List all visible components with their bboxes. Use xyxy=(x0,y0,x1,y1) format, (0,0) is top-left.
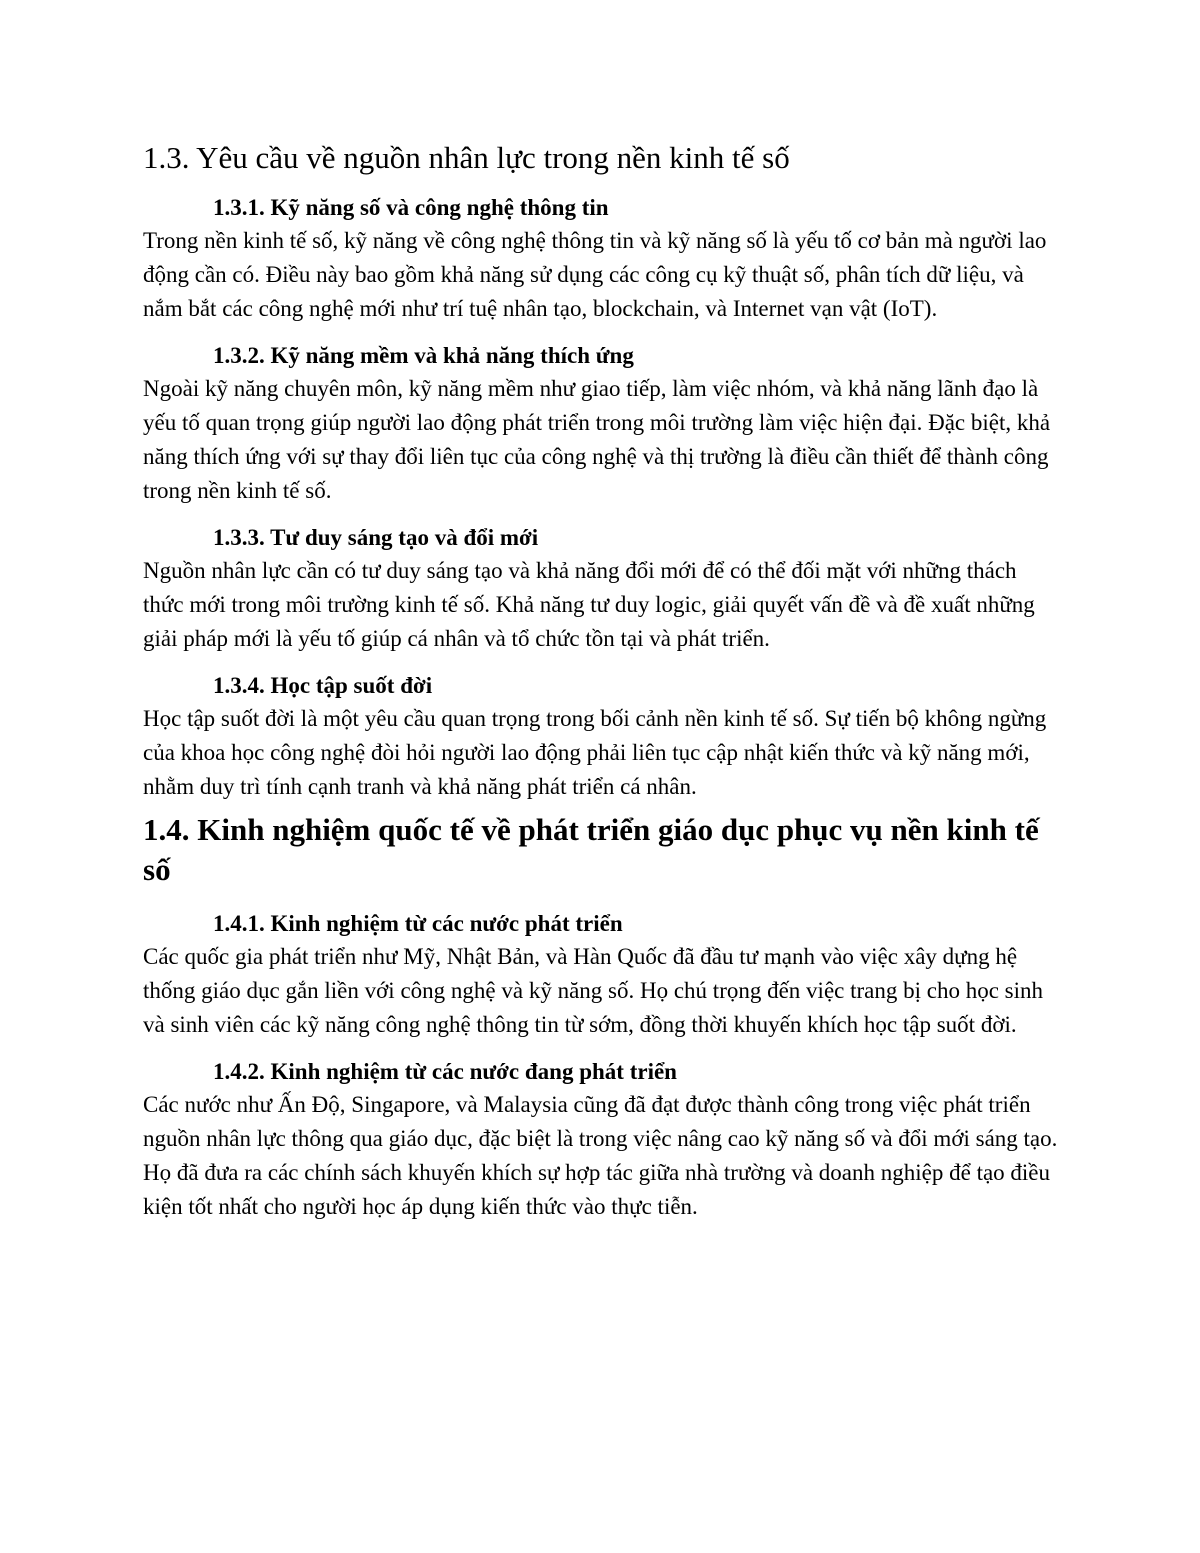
subsection-heading: 1.3.1. Kỹ năng số và công nghệ thông tin xyxy=(213,195,609,220)
paragraph: Trong nền kinh tế số, kỹ năng về công nghệ thông tin và kỹ năng số là yếu tố cơ bản mà người lao động cần có. Điều này bao gồm khả năng sử dụng các công cụ kỹ thuật số, phân tích dữ liệu, và nắm bắt các công nghệ mới như trí tuệ nhân tạo, blockchain, và Internet vạn vật (IoT). xyxy=(143,228,1047,321)
section-heading: 1.4. Kinh nghiệm quốc tế về phát triển giáo dục phục vụ nền kinh tế số xyxy=(143,812,1039,887)
subsection-heading: 1.4.2. Kinh nghiệm từ các nước đang phát triển xyxy=(213,1059,677,1084)
paragraph: Nguồn nhân lực cần có tư duy sáng tạo và khả năng đổi mới để có thể đối mặt với những thách thức mới trong môi trường kinh tế số. Khả năng tư duy logic, giải quyết vấn đề và đề xuất những giải pháp mới là yếu tố giúp cá nhân và tổ chức tồn tại và phát triển. xyxy=(143,558,1035,651)
paragraph: Học tập suốt đời là một yêu cầu quan trọng trong bối cảnh nền kinh tế số. Sự tiến bộ không ngừng của khoa học công nghệ đòi hỏi người lao động phải liên tục cập nhật kiến thức và kỹ năng mới, nhằm duy trì tính cạnh tranh và khả năng phát triển cá nhân. xyxy=(143,706,1047,799)
paragraph: Các nước như Ấn Độ, Singapore, và Malaysia cũng đã đạt được thành công trong việc phát triển nguồn nhân lực thông qua giáo dục, đặc biệt là trong việc nâng cao kỹ năng số và đổi mới sáng tạo. Họ đã đưa ra các chính sách khuyến khích sự hợp tác giữa nhà trường và doanh nghiệp để tạo điều kiện tốt nhất cho người học áp dụng kiến thức vào thực tiễn. xyxy=(143,1092,1058,1219)
subsection-heading: 1.3.3. Tư duy sáng tạo và đổi mới xyxy=(213,525,539,550)
subsection-heading: 1.4.1. Kinh nghiệm từ các nước phát triển xyxy=(213,911,623,936)
section-1-3 xyxy=(143,138,1058,804)
section-1-4 xyxy=(143,810,1058,1224)
section-heading: 1.3. Yêu cầu về nguồn nhân lực trong nền kinh tế số xyxy=(143,140,790,175)
subsection-heading: 1.3.4. Học tập suốt đời xyxy=(213,673,433,698)
document-page xyxy=(143,138,1058,1238)
subsection-heading: 1.3.2. Kỹ năng mềm và khả năng thích ứng xyxy=(213,343,634,368)
paragraph: Các quốc gia phát triển như Mỹ, Nhật Bản, và Hàn Quốc đã đầu tư mạnh vào việc xây dựng hệ thống giáo dục gắn liền với công nghệ và kỹ năng số. Họ chú trọng đến việc trang bị cho học sinh và sinh viên các kỹ năng công nghệ thông tin từ sớm, đồng thời khuyến khích học tập suốt đời. xyxy=(143,944,1044,1037)
paragraph: Ngoài kỹ năng chuyên môn, kỹ năng mềm như giao tiếp, làm việc nhóm, và khả năng lãnh đạo là yếu tố quan trọng giúp người lao động phát triển trong môi trường làm việc hiện đại. Đặc biệt, khả năng thích ứng với sự thay đổi liên tục của công nghệ và thị trường là điều cần thiết để thành công trong nền kinh tế số. xyxy=(143,376,1051,503)
